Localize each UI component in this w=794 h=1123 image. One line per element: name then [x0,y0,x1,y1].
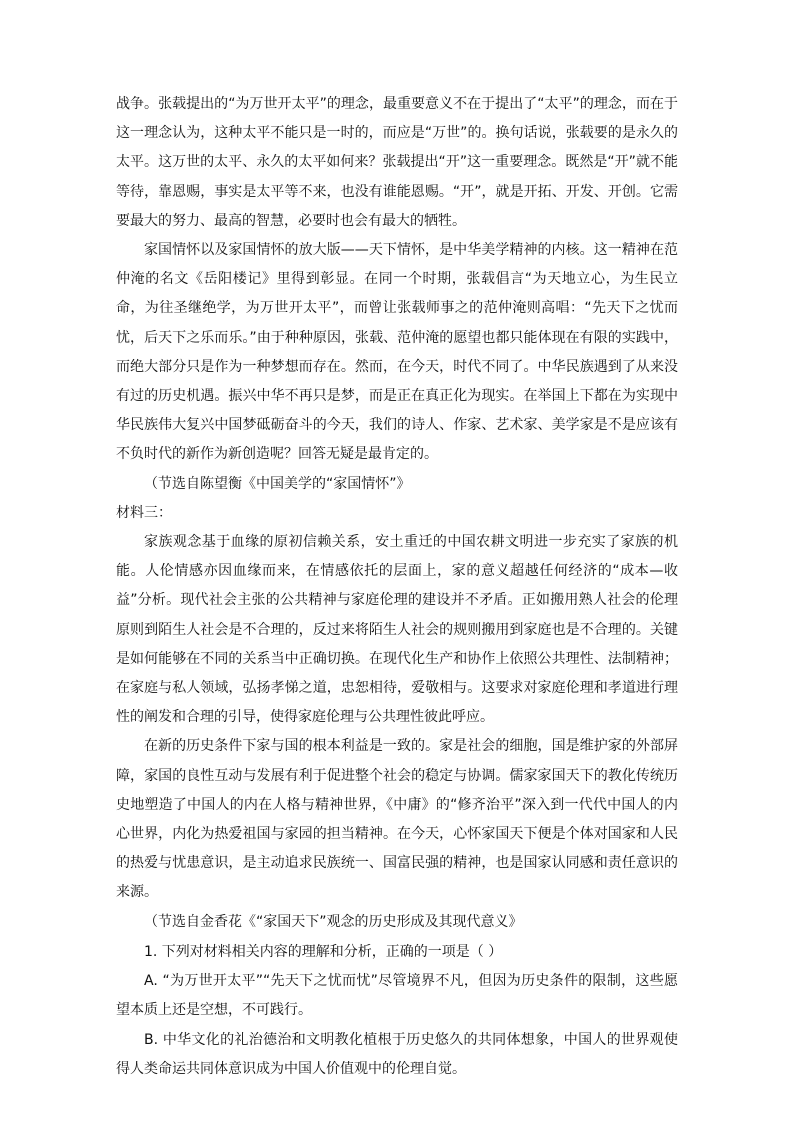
paragraph-continuation: 战争。张载提出的“为万世开太平”的理念，最重要意义不在于提出了“太平”的理念，而在于这一理念认为，这种太平不能只是一时的，而应是“万世”的。换句话说，张载要的是永久的太平。这万世的太平、永久的太平如何来？张载提出“开”这一重要理念。既然是“开”就不能等待，靠恩赐，事实是太平等不来，也没有谁能恩赐。“开”，就是开拓、开发、开创。它需要最大的努力、最高的智慧，必要时也会有最大的牺牲。 [116,96,678,229]
question-option-a: A. “为万世开太平”“先天下之忧而忧”尽管境界不凡，但因为历史条件的限制，这些愿望本质上还是空想，不可践行。 [116,973,678,1019]
section-heading-material-3: 材料三： [116,504,172,521]
question-stem: 1. 下列对材料相关内容的理解和分析，正确的一项是（ ） [144,943,503,960]
paragraph-family-concept: 家族观念基于血缘的原初信赖关系，安土重迁的中国农耕文明进一步充实了家族的机能。人伦情感亦因血缘而来，在情感依托的层面上，家的意义超越任何经济的“成本—收益”分析。现代社会主张的公共精神与家庭伦理的建设并不矛盾。正如搬用熟人社会的伦理原则到陌生人社会是不合理的，反过来将陌生人社会的规则搬用到家庭也是不合理的。关键是如何能够在不同的关系当中正确切换。在现代化生产和协作上依照公共理性、法制精神；在家庭与私人领域，弘扬孝悌之道，忠恕相待，爱敬相与。这要求对家庭伦理和孝道进行理性的阐发和合理的引导，使得家庭伦理与公共理性彼此呼应。 [116,534,678,726]
source-citation-2: （节选自金香花《“家国天下”观念的历史形成及其现代意义》 [144,913,523,930]
question-option-b: B. 中华文化的礼治德治和文明教化植根于历史悠久的共同体想象，中国人的世界观使得人类命运共同体意识成为中国人价值观中的伦理自觉。 [116,1031,678,1077]
source-citation-1: （节选自陈望衡《中国美学的“家国情怀”》 [144,475,411,492]
paragraph-family-nation-sentiment: 家国情怀以及家国情怀的放大版——天下情怀，是中华美学精神的内核。这一精神在范仲淹的名文《岳阳楼记》里得到彰显。在同一个时期，张载倡言“为天地立心，为生民立命，为往圣继绝学，为万世开太平”，而曾让张载师事之的范仲淹则高唱：“先天下之忧而忧，后天下之乐而乐。”由于种种原因，张载、范仲淹的愿望也都只能体现在有限的实践中，而绝大部分只是作为一种梦想而存在。然而，在今天，时代不同了。中华民族遇到了从来没有过的历史机遇。振兴中华不再只是梦，而是正在真正化为现实。在举国上下都在为实现中华民族伟大复兴中国梦砥砺奋斗的今天，我们的诗人、作家、艺术家、美学家是不是应该有不负时代的新作为新创造呢？回答无疑是最肯定的。 [116,242,678,463]
document-body [116,90,678,1084]
paragraph-family-and-state: 在新的历史条件下家与国的根本利益是一致的。家是社会的细胞，国是维护家的外部屏障，家国的良性互动与发展有利于促进整个社会的稳定与协调。儒家家国天下的教化传统历史地塑造了中国人的内在人格与精神世界，《中庸》的“修齐治平”深入到一代代中国人的内心世界，内化为热爱祖国与家园的担当精神。在今天，心怀家国天下便是个体对国家和人民的热爱与忧患意识，是主动追求民族统一、国富民强的精神，也是国家认同感和责任意识的来源。 [116,738,678,901]
